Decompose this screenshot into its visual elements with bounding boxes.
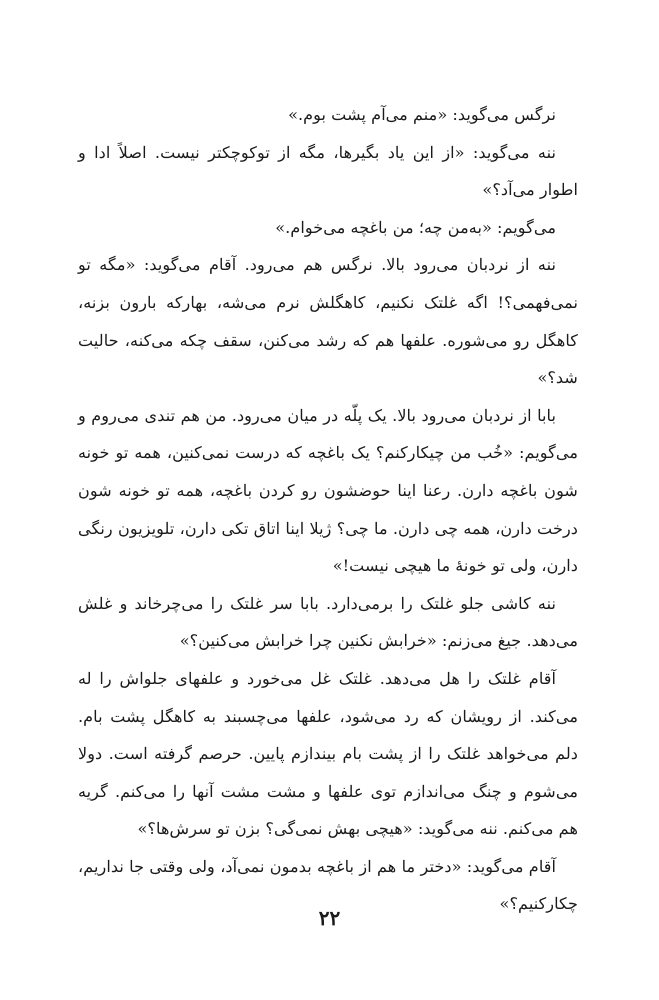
body-text: [78, 96, 578, 923]
paragraph: نرگس می‌گوید: «منم می‌آم پشت بوم.»: [288, 105, 556, 124]
page-number: ۲۲: [318, 906, 341, 930]
paragraph: بابا از نردبان می‌رود بالا. یک پلّه در میان می‌رود. من هم تندی می‌روم و می‌گویم: «خُب من چیکارکنم؟ یک باغچه که درست نمی‌کنین، همه تو خونه شون باغچه دارن. رعنا اینا حوضشون رو کردن باغچه، همه تو خونه شون درخت دارن، همه چی دارن. ما چی؟ ژیلا اینا اتاق تکی دارن، تلویزیون رنگی دارن، ولی تو خونهٔ ما هیچی نیست!»: [78, 405, 578, 576]
paragraph: می‌گویم: «به‌من چه؛ من باغچه می‌خوام.»: [275, 217, 556, 237]
paragraph: آقام غلتک را هل می‌دهد. غلتک غل می‌خورد و علفهای جلواش را له می‌کند. از رویشان که رد می‌شود، علفها می‌چسبند به کاهگل پشت بام. دلم می‌خواهد غلتک را از پشت بام بیندازم پایین. حرصم گرفته است. دولا می‌شوم و چنگ می‌اندازم توی علفها و مشت مشت آنها را می‌کنم. گریه هم می‌کنم. ننه می‌گوید: «هیچی بهش نمی‌گی؟ بزن تو سرش‌ها؟»: [78, 668, 578, 839]
paragraph: ننه از نردبان می‌رود بالا. نرگس هم می‌رود. آقام می‌گوید: «مگه تو نمی‌فهمی؟! اگه غلتک نکنیم، کاهگلش نرم می‌شه، بهارکه بارون بزنه، کاهگل رو می‌شوره. علفها هم که رشد می‌کنن، سقف چکه می‌کنه، حالیت شد؟»: [78, 255, 578, 388]
paragraph: ننه کاشی جلو غلتک را برمی‌دارد. بابا سر غلتک را می‌چرخاند و غلش می‌دهد. جیغ می‌زنم: «خرابش نکنین چرا خرابش می‌کنین؟»: [78, 593, 578, 651]
paragraph: ننه می‌گوید: «از این یاد بگیرها، مگه از توکوچکتر نیست. اصلاً ادا و اطوار می‌آد؟»: [78, 142, 578, 200]
paragraph: آقام می‌گوید: «دختر ما هم از باغچه بدمون نمی‌آد، ولی وقتی جا نداریم، چکارکنیم؟»: [78, 856, 578, 914]
